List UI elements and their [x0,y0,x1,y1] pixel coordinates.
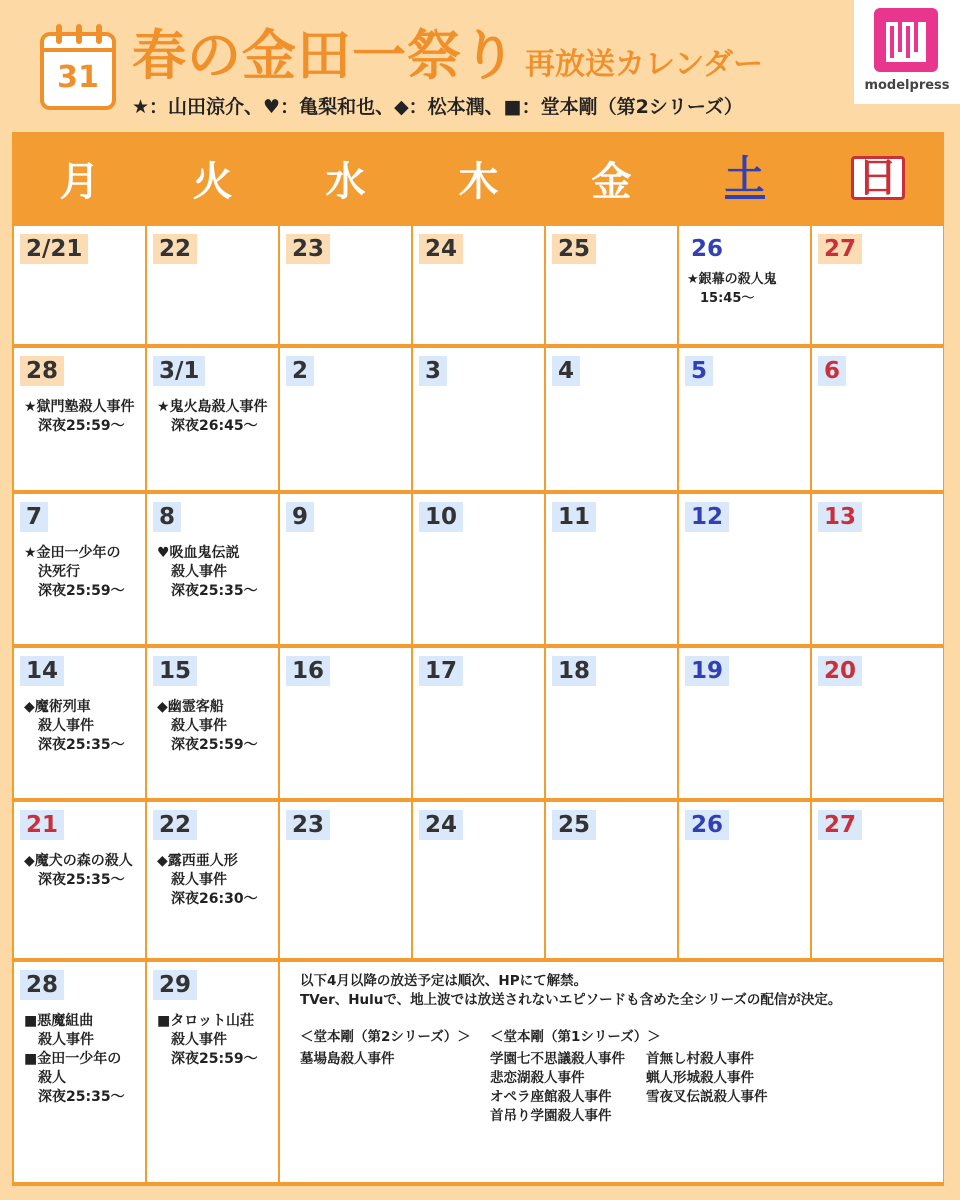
calendar-grid [12,132,944,1186]
day-cell [280,648,411,798]
day-number: 20 [818,656,862,686]
weekday-2: 火 [192,158,233,205]
day-number: 24 [419,810,463,840]
day-cell [812,494,943,644]
broadcast-event: ■タロット山荘 殺人事件 深夜25:59～ [157,1013,258,1067]
day-number: 25 [552,810,596,840]
logo-text: modelpress [864,78,950,93]
broadcast-event: ★金田一少年の 決死行 深夜25:59～ [24,545,125,599]
day-cell [679,802,810,958]
day-cell [280,226,411,344]
day-number: 28 [20,970,64,1000]
series1-episode: 雪夜叉伝説殺人事件 [646,1089,768,1105]
day-cell [546,648,677,798]
series1-heading: ＜堂本剛（第1シリーズ）＞ [490,1029,661,1045]
day-number: 27 [818,810,862,840]
day-number: 26 [691,236,724,262]
day-number: 19 [685,656,729,686]
day-number: 6 [818,356,846,386]
day-cell [147,226,278,344]
day-number: 17 [419,656,463,686]
day-cell [147,494,278,644]
logo-mark-icon [874,8,938,72]
page-title [132,18,763,88]
day-cell [413,226,544,344]
broadcast-event: ★鬼火島殺人事件 深夜26:45～ [157,399,268,434]
day-number: 3/1 [153,356,205,386]
day-number: 29 [153,970,197,1000]
broadcast-event: ◆魔術列車 殺人事件 深夜25:35～ [24,699,125,753]
notes-line-2: TVer、Huluで、地上波では放送されないエピソードも含めた全シリーズの配信が決定。 [300,992,842,1008]
weekday-1: 月 [59,158,100,205]
series1-episode: 首無し村殺人事件 [646,1051,754,1067]
day-number: 3 [419,356,447,386]
day-number: 10 [419,502,463,532]
day-cell [14,648,145,798]
day-number: 4 [552,356,580,386]
series2-episode: 墓場島殺人事件 [300,1051,395,1067]
broadcast-event: ★獄門塾殺人事件 深夜25:59～ [24,399,135,434]
day-number: 26 [685,810,729,840]
calendar-icon [40,32,116,110]
broadcast-event: ■悪魔組曲 殺人事件 ■金田一少年の 殺人 深夜25:35～ [24,1013,125,1105]
day-cell [546,226,677,344]
day-cell [413,802,544,958]
day-cell [14,348,145,490]
day-cell [413,348,544,490]
day-number: 23 [286,810,330,840]
day-number: 15 [153,656,197,686]
day-cell [413,494,544,644]
day-cell [14,226,145,344]
day-number: 11 [552,502,596,532]
day-number: 24 [419,234,463,264]
weekday-3: 水 [325,158,366,205]
modelpress-logo [854,0,960,104]
day-number: 13 [818,502,862,532]
day-cell [280,494,411,644]
day-cell [14,802,145,958]
weekday-7: 日 [812,132,943,224]
day-cell [812,802,943,958]
weekday-5: 金 [591,158,632,205]
broadcast-event: ★銀幕の殺人鬼 15:45～ [687,272,777,306]
day-cell [679,226,810,344]
day-number: 18 [552,656,596,686]
calendar-icon-number: 31 [57,60,99,95]
broadcast-event: ◆幽霊客船 殺人事件 深夜25:59～ [157,699,258,753]
weekday-4: 木 [458,158,499,205]
day-cell [812,348,943,490]
day-cell [14,962,145,1182]
broadcast-event: ◆魔犬の森の殺人 深夜25:35～ [24,853,133,888]
title-main: 春の金田一祭り [132,24,517,87]
day-cell [147,962,278,1182]
day-number: 28 [20,356,64,386]
title-sub: 再放送カレンダー [525,47,764,82]
legend: ★：山田涼介、♥：亀梨和也、◆：松本潤、■：堂本剛（第2シリーズ） [132,96,743,118]
weekday-6: 土 [724,153,765,199]
broadcast-event: ♥吸血鬼伝説 殺人事件 深夜25:35～ [157,545,258,599]
day-cell [546,494,677,644]
day-number: 12 [685,502,729,532]
notes-line-1: 以下4月以降の放送予定は順次、HPにて解禁。 [300,973,588,989]
day-cell [147,802,278,958]
series1-episode: オペラ座館殺人事件 [490,1089,612,1105]
day-cell [679,494,810,644]
day-number: 8 [153,502,181,532]
day-number: 22 [153,810,197,840]
weekday-header-row [12,132,944,224]
day-number: 25 [552,234,596,264]
header [0,0,960,130]
day-cell [812,226,943,344]
day-number: 5 [685,356,713,386]
day-number: 22 [153,234,197,264]
day-cell [413,648,544,798]
day-number: 9 [286,502,314,532]
day-number: 23 [286,234,330,264]
day-number: 7 [20,502,48,532]
day-number: 2/21 [20,234,88,264]
series1-episode: 学園七不思議殺人事件 [490,1051,625,1067]
day-number: 2 [286,356,314,386]
day-cell [679,348,810,490]
day-cell [546,348,677,490]
series2-heading: ＜堂本剛（第2シリーズ）＞ [300,1029,471,1045]
day-cell [280,802,411,958]
notes-panel [280,962,943,1182]
series1-episode: 悲恋湖殺人事件 [490,1070,585,1086]
day-cell [280,348,411,490]
day-number: 21 [20,810,64,840]
day-cell [812,648,943,798]
day-cell [147,648,278,798]
day-cell [14,494,145,644]
day-number: 16 [286,656,330,686]
day-cell [147,348,278,490]
series1-episode: 首吊り学園殺人事件 [490,1108,612,1124]
day-number: 27 [818,234,862,264]
broadcast-event: ◆露西亜人形 殺人事件 深夜26:30～ [157,853,258,907]
day-cell [546,802,677,958]
series1-episode: 蝋人形城殺人事件 [646,1070,754,1086]
day-number: 14 [20,656,64,686]
day-cell [679,648,810,798]
